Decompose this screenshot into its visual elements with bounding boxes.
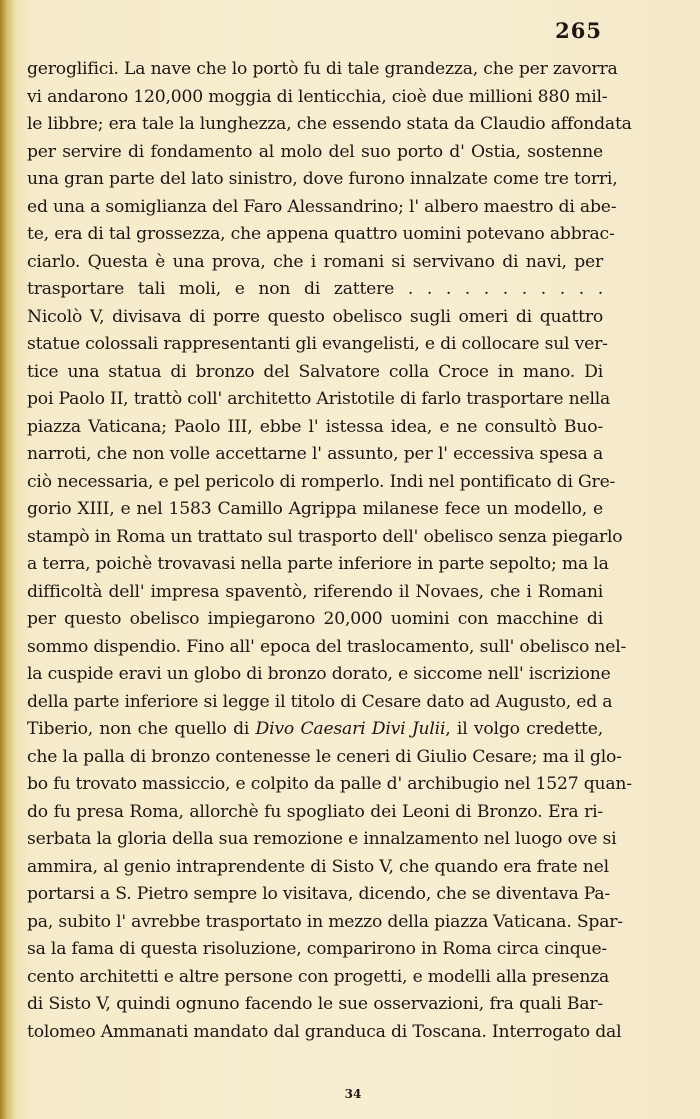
text-line: per questo obelisco impiegarono 20,000 uomini con macchine di	[27, 609, 603, 629]
text-line: stampò in Roma un trattato sul trasporto dell' obelisco senza piegarlo	[27, 526, 623, 547]
text-line: statue colossali rappresentanti gli evangelisti, e di collocare sul ver-	[27, 334, 608, 354]
text-segment: Tiberio, non che quello di	[27, 719, 256, 739]
text-line	[27, 716, 603, 744]
text-line: narroti, che non volle accettarne l' assunto, per l' eccessiva spesa a	[27, 444, 603, 464]
text-line: che la palla di bronzo contenesse le ceneri di Giulio Cesare; ma il glo-	[27, 746, 622, 767]
italic-inscription: Divo Caesari Divi Julii	[255, 719, 446, 739]
text-line: gorio XIII, e nel 1583 Camillo Agrippa milanese fece un modello, e	[27, 499, 603, 519]
text-line: cento architetti e altre persone con progetti, e modelli alla presenza	[27, 966, 610, 987]
page-number: 265	[555, 18, 602, 43]
text-line: bo fu trovato massiccio, e colpito da palle d' archibugio nel 1527 quan-	[27, 774, 632, 794]
text-line: trasportare tali moli, e non di zattere . . . . . . . . . . .	[27, 279, 603, 299]
text-line: ed una a somiglianza del Faro Alessandrino; l' albero maestro di abe-	[27, 196, 617, 217]
text-line: sommo dispendio. Fino all' epoca del traslocamento, sull' obelisco nel-	[27, 636, 627, 657]
text-line: te, era di tal grossezza, che appena quattro uomini potevano abbrac-	[27, 224, 615, 244]
text-line: geroglifici. La nave che lo portò fu di tale grandezza, che per zavorra	[27, 59, 618, 79]
text-line: le libbre; era tale la lunghezza, che essendo stata da Claudio affondata	[27, 114, 632, 134]
text-line: Nicolò V, divisava di porre questo obelisco sugli omeri di quattro	[27, 306, 603, 327]
body-text	[27, 56, 632, 1046]
text-line: ciarlo. Questa è una prova, che i romani si servivano di navi, per	[27, 251, 603, 272]
text-line: per servire di fondamento al molo del suo porto d' Ostia, sostenne	[27, 141, 603, 162]
text-line: difficoltà dell' impresa spaventò, riferendo il Novaes, che i Romani	[27, 581, 603, 602]
text-line: tice una statua di bronzo del Salvatore colla Croce in mano. Di	[27, 361, 603, 382]
text-line: tolomeo Ammanati mandato dal granduca di Toscana. Interrogato dal	[27, 1021, 622, 1042]
text-segment: , il volgo credette,	[445, 719, 603, 739]
text-line: di Sisto V, quindi ognuno facendo le sue osservazioni, fra quali Bar-	[27, 994, 603, 1014]
text-line: la cuspide eravi un globo di bronzo dorato, e siccome nell' iscrizione	[27, 664, 611, 684]
text-line: sa la fama di questa risoluzione, comparirono in Roma circa cinque-	[27, 939, 608, 959]
text-line: serbata la gloria della sua remozione e innalzamento nel luogo ove si	[27, 829, 617, 849]
text-line: della parte inferiore si legge il titolo di Cesare dato ad Augusto, ed a	[27, 691, 613, 712]
text-line: portarsi a S. Pietro sempre lo visitava, dicendo, che se diventava Pa-	[27, 884, 610, 904]
text-line: una gran parte del lato sinistro, dove furono innalzate come tre torri,	[27, 169, 618, 189]
text-line: ammira, al genio intraprendente di Sisto V, che quando era frate nel	[27, 856, 609, 877]
text-line: a terra, poichè trovavasi nella parte inferiore in parte sepolto; ma la	[27, 554, 609, 574]
text-line: ciò necessaria, e pel pericolo di romperlo. Indi nel pontificato di Gre-	[27, 471, 616, 492]
text-line: poi Paolo II, trattò coll' architetto Aristotile di farlo trasportare nella	[27, 389, 611, 409]
text-line: vi andarono 120,000 moggia di lenticchia, cioè due millioni 880 mil-	[27, 86, 608, 107]
text-line: do fu presa Roma, allorchè fu spogliato dei Leoni di Bronzo. Era ri-	[27, 801, 603, 822]
signature-mark: 34	[344, 1087, 362, 1101]
text-line: pa, subito l' avrebbe trasportato in mezzo della piazza Vaticana. Spar-	[27, 911, 623, 932]
text-line: piazza Vaticana; Paolo III, ebbe l' istessa idea, e ne consultò Buo-	[27, 416, 603, 437]
